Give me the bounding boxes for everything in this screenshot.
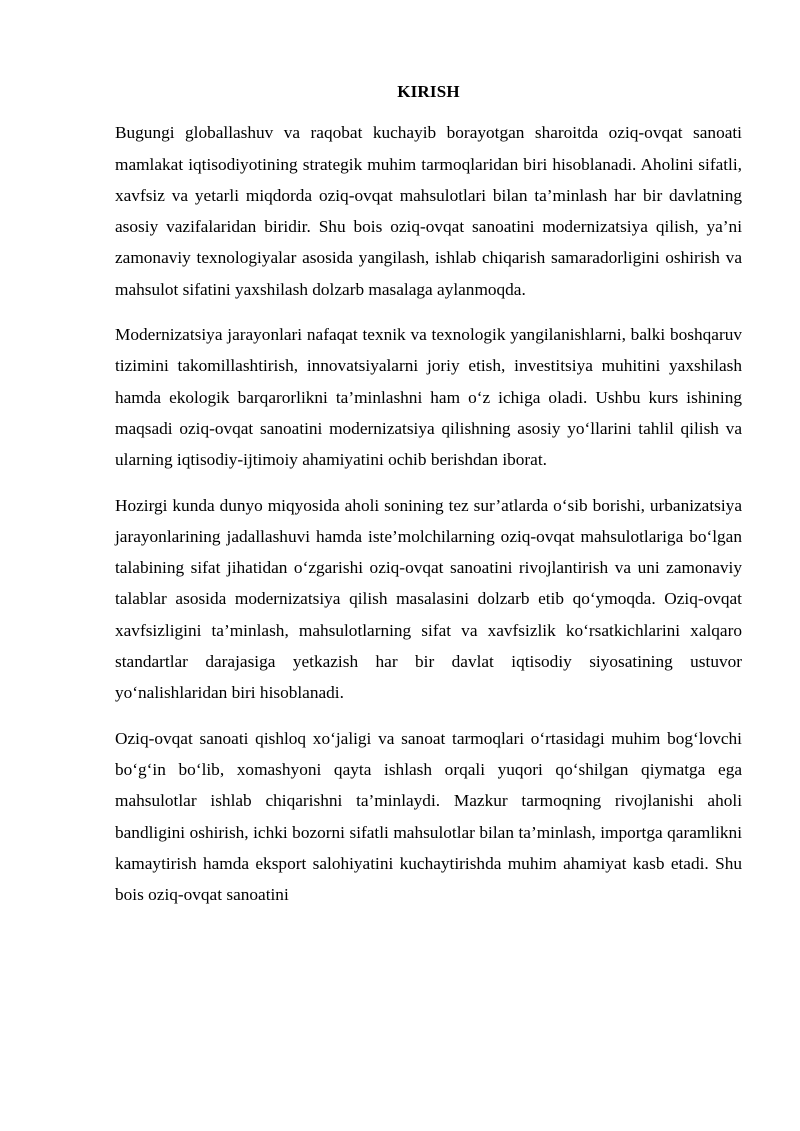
paragraph-3: Hozirgi kunda dunyo miqyosida aholi sonining tez sur’atlarda o‘sib borishi, urbanizatsiya jarayonlarining jadallashuvi hamda iste’molchilarning oziq-ovqat mahsulotlariga bo‘lgan talabining sifat jihatidan o‘zgarishi oziq-ovqat sanoatini rivojlantirish va uni zamonaviy talablar asosida modernizatsiya qilish masalasini dolzarb etib qo‘ymoqda. Oziq-ovqat xavfsizligini ta’minlash, mahsulotlarning sifat va xavfsizlik ko‘rsatkichlarini xalqaro standartlar darajasiga yetkazish har bir davlat iqtisodiy siyosatining ustuvor yo‘nalishlaridan biri hisoblanadi. (115, 495, 742, 703)
page-title: KIRISH (397, 82, 460, 101)
paragraph-2: Modernizatsiya jarayonlari nafaqat texnik va texnologik yangilanishlarni, balki boshqaruv tizimini takomillashtirish, innovatsiyalarni joriy etish, investitsiya muhitini yaxshilash hamda ekologik barqarorlikni ta’minlashni ham o‘z ichiga oladi. Ushbu kurs ishining maqsadi oziq-ovqat sanoatini modernizatsiya qilishning asosiy yo‘llarini tahlil qilish va ularning iqtisodiy-ijtimoiy ahamiyatini ochib berishdan iborat. (115, 325, 742, 470)
paragraph-4: Oziq-ovqat sanoati qishloq xo‘jaligi va sanoat tarmoqlari o‘rtasidagi muhim bog‘lovchi bo‘g‘in bo‘lib, xomashyoni qayta ishlash orqali yuqori qo‘shilgan qiymatga ega mahsulotlar ishlab chiqarishni ta’minlaydi. Mazkur tarmoqning rivojlanishi aholi bandligini oshirish, ichki bozorni sifatli mahsulotlar bilan ta’minlash, importga qaramlikni kamaytirish hamda eksport salohiyatini kuchaytirishda muhim ahamiyat kasb etadi. Shu bois oziq-ovqat sanoatini (115, 728, 742, 905)
paragraph-1: Bugungi globallashuv va raqobat kuchayib borayotgan sharoitda oziq-ovqat sanoati mamlakat iqtisodiyotining strategik muhim tarmoqlaridan biri hisoblanadi. Aholini sifatli, xavfsiz va yetarli miqdorda oziq-ovqat mahsulotlari bilan ta’minlash har bir davlatning asosiy vazifalaridan biridir. Shu bois oziq-ovqat sanoatini modernizatsiya qilish, ya’ni zamonaviy texnologiyalar asosida yangilash, ishlab chiqarish samaradorligini oshirish va mahsulot sifatini yaxshilash dolzarb masalaga aylanmoqda. (115, 123, 742, 299)
document-body (115, 76, 742, 924)
